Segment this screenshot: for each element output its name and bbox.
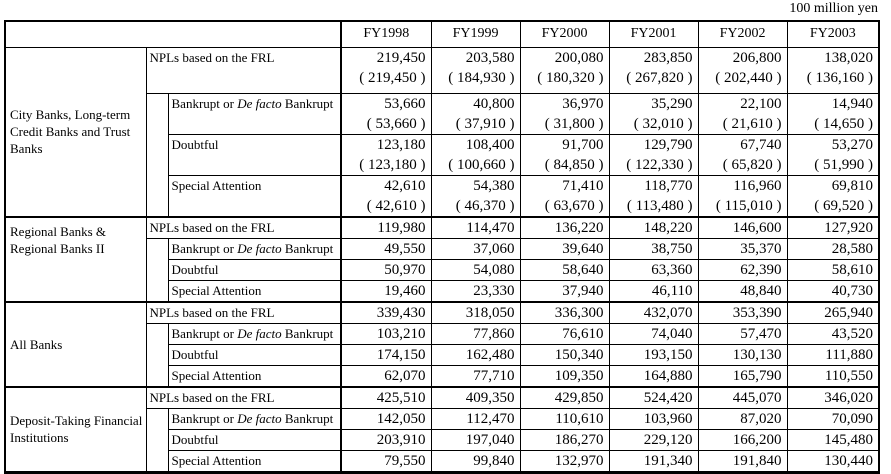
value: 39,640 [562,240,604,257]
value-cell [609,217,698,239]
value-in-parentheses: ( 37,910 ) [455,115,515,132]
value-cell [431,344,520,365]
value-cell [609,238,698,259]
value: 162,480 [465,346,515,363]
value-cell [341,217,431,239]
value-in-parentheses: ( 123,180 ) [359,156,426,173]
value: 40,730 [831,282,874,299]
value-cell [341,302,431,324]
value-in-parentheses: ( 53,660 ) [366,115,426,132]
table-row [5,387,879,409]
value: 35,370 [740,240,782,257]
indent-cell [146,238,168,302]
value: 193,150 [643,346,693,363]
value-cell [431,217,520,239]
value-cell [520,429,609,450]
value-cell [609,280,698,302]
value-cell [341,47,431,93]
table-row [5,47,879,93]
value-in-parentheses: ( 115,010 ) [715,197,782,214]
value-cell [431,238,520,259]
value-cell [609,323,698,344]
value-cell [341,344,431,365]
row-label-special-attention: Special Attention [168,280,341,302]
value-in-parentheses: ( 184,930 ) [448,69,515,86]
value: 118,770 [644,177,693,194]
value: 339,430 [376,304,426,321]
year-header: FY1999 [431,21,520,47]
value-cell [520,134,609,175]
value-cell [609,175,698,217]
value: 111,880 [825,346,874,363]
value-cell [341,280,431,302]
value: 77,710 [473,367,515,384]
value: 119,980 [377,219,426,236]
value-in-parentheses: ( 51,990 ) [814,156,874,173]
value-cell [341,429,431,450]
value: 165,790 [732,367,782,384]
value-cell [609,259,698,280]
value-cell [787,344,879,365]
value-cell [431,280,520,302]
header-corner-cell [5,21,341,47]
value-cell [698,344,787,365]
value-cell [520,302,609,324]
value-cell [787,302,879,324]
value: 146,600 [732,219,782,236]
value: 524,420 [643,389,693,406]
value: 203,910 [376,431,426,448]
year-header: FY2001 [609,21,698,47]
value: 58,640 [562,261,604,278]
value: 58,610 [831,261,874,278]
value-cell [341,238,431,259]
value-cell [431,408,520,429]
value: 114,470 [466,219,515,236]
value-cell [520,175,609,217]
row-label-bankrupt: Bankrupt or De facto Bankrupt [168,408,341,429]
value-in-parentheses: ( 136,160 ) [806,69,874,86]
row-label-npl: NPLs based on the FRL [146,387,341,409]
value: 174,150 [376,346,426,363]
npl-table [4,20,880,474]
value: 353,390 [732,304,782,321]
value-cell [520,365,609,387]
value-cell [431,302,520,324]
value: 132,970 [554,452,604,469]
value-cell [787,238,879,259]
value: 69,810 [831,177,874,194]
row-label-doubtful: Doubtful [168,429,341,450]
value-in-parentheses: ( 180,320 ) [537,69,604,86]
value-cell [520,238,609,259]
value: 63,360 [651,261,693,278]
value: 99,840 [473,452,515,469]
table-row [5,217,879,239]
value-cell [609,134,698,175]
value-cell [520,323,609,344]
value-cell [698,134,787,175]
value-cell [431,429,520,450]
value: 206,800 [732,49,782,66]
value: 79,550 [384,452,426,469]
value-in-parentheses: ( 46,370 ) [455,197,515,214]
value-cell [341,93,431,134]
indent-cell [146,323,168,387]
value: 265,940 [824,304,874,321]
value-cell [698,47,787,93]
value: 77,860 [473,325,515,342]
value: 425,510 [376,389,426,406]
value-cell [341,259,431,280]
value-cell [787,408,879,429]
value-cell [698,93,787,134]
value-cell [609,302,698,324]
value: 35,290 [651,95,693,112]
row-label-special-attention: Special Attention [168,450,341,472]
value-cell [698,429,787,450]
row-label-doubtful: Doubtful [168,344,341,365]
value-in-parentheses: ( 219,450 ) [359,69,426,86]
value-cell [431,387,520,409]
value-cell [609,365,698,387]
value: 14,940 [831,95,874,112]
value-in-parentheses: ( 32,010 ) [633,115,693,132]
value-cell [431,365,520,387]
value: 145,480 [824,431,874,448]
value-in-parentheses: ( 65,820 ) [722,156,782,173]
value-cell [341,387,431,409]
value-cell [520,47,609,93]
value-cell [520,217,609,239]
indent-cell [146,93,168,217]
value-cell [520,259,609,280]
year-header: FY2002 [698,21,787,47]
value-cell [609,429,698,450]
value: 123,180 [376,136,426,153]
row-label-special-attention: Special Attention [168,365,341,387]
value-cell [787,280,879,302]
value: 91,700 [562,136,604,153]
value: 148,220 [643,219,693,236]
value: 191,340 [643,452,693,469]
value-cell [609,387,698,409]
value-cell [698,238,787,259]
value-cell [341,408,431,429]
value: 318,050 [465,304,515,321]
value: 229,120 [643,431,693,448]
value: 40,800 [473,95,515,112]
value: 283,850 [643,49,693,66]
unit-label: 100 million yen [789,1,878,16]
value: 70,090 [831,410,874,427]
value: 42,610 [384,177,426,194]
value: 110,550 [824,367,874,384]
value: 127,920 [824,219,874,236]
value-cell [698,259,787,280]
year-header: FY1998 [341,21,431,47]
value-cell [787,175,879,217]
header-row [5,21,879,47]
value-cell [698,408,787,429]
value-cell [609,344,698,365]
value-cell [787,365,879,387]
value-in-parentheses: ( 31,800 ) [544,115,604,132]
value-cell [341,323,431,344]
year-header: FY2003 [787,21,879,47]
value: 129,790 [643,136,693,153]
value-cell [520,344,609,365]
value: 203,580 [465,49,515,66]
value-cell [787,93,879,134]
year-header: FY2000 [520,21,609,47]
indent-cell [146,408,168,472]
value: 67,740 [740,136,782,153]
value: 54,080 [473,261,515,278]
value: 166,200 [732,431,782,448]
value-cell [431,47,520,93]
value-cell [698,302,787,324]
value: 191,840 [732,452,782,469]
value-cell [698,365,787,387]
value: 62,390 [740,261,782,278]
group-label-regional-banks: Regional Banks & Regional Banks II [5,217,146,302]
value: 346,020 [824,389,874,406]
value-cell [609,93,698,134]
group-label-all-banks: All Banks [5,302,146,387]
value-cell [341,175,431,217]
value-cell [698,217,787,239]
value-cell [609,408,698,429]
value-cell [787,259,879,280]
value-cell [698,175,787,217]
value: 23,330 [473,282,515,299]
value-cell [431,134,520,175]
value-cell [520,387,609,409]
value: 103,960 [643,410,693,427]
row-label-bankrupt: Bankrupt or De facto Bankrupt [168,93,341,134]
value-cell [787,217,879,239]
value-cell [698,323,787,344]
value: 445,070 [732,389,782,406]
value: 164,880 [643,367,693,384]
value: 54,380 [473,177,515,194]
value: 432,070 [643,304,693,321]
value: 103,210 [376,325,426,342]
value-cell [787,323,879,344]
row-label-doubtful: Doubtful [168,259,341,280]
row-label-npl: NPLs based on the FRL [146,217,341,239]
value: 130,440 [824,452,874,469]
value-cell [787,429,879,450]
table-row [5,302,879,324]
value-in-parentheses: ( 42,610 ) [366,197,426,214]
value: 219,450 [376,49,426,66]
value: 62,070 [384,367,426,384]
value: 28,580 [831,240,874,257]
value: 130,130 [732,346,782,363]
value-in-parentheses: ( 122,330 ) [626,156,693,173]
value-cell [341,365,431,387]
value: 37,060 [473,240,515,257]
value-cell [341,134,431,175]
value: 87,020 [740,410,782,427]
value-in-parentheses: ( 69,520 ) [814,197,874,214]
value: 110,610 [555,410,604,427]
value: 71,410 [562,177,604,194]
value-in-parentheses: ( 21,610 ) [722,115,782,132]
value: 409,350 [465,389,515,406]
group-label-city-banks: City Banks, Long-term Credit Banks and Trust Banks [5,47,146,217]
value-in-parentheses: ( 14,650 ) [814,115,874,132]
row-label-npl: NPLs based on the FRL [146,302,341,324]
value: 76,610 [562,325,604,342]
value-in-parentheses: ( 267,820 ) [626,69,693,86]
value-cell [520,280,609,302]
value-cell [520,408,609,429]
value-cell [609,47,698,93]
value: 53,660 [384,95,426,112]
value-in-parentheses: ( 100,660 ) [448,156,515,173]
value-in-parentheses: ( 113,480 ) [626,197,693,214]
value: 150,340 [554,346,604,363]
value: 112,470 [466,410,515,427]
row-label-special-attention: Special Attention [168,175,341,217]
value-cell [787,47,879,93]
value: 49,550 [384,240,426,257]
value: 186,270 [554,431,604,448]
value: 38,750 [651,240,693,257]
value: 197,040 [465,431,515,448]
value-cell [520,93,609,134]
value: 19,460 [384,282,426,299]
value-cell [787,387,879,409]
row-label-bankrupt: Bankrupt or De facto Bankrupt [168,323,341,344]
value-cell [787,134,879,175]
value-in-parentheses: ( 63,670 ) [544,197,604,214]
value: 336,300 [554,304,604,321]
row-label-npl: NPLs based on the FRL [146,47,341,93]
value: 200,080 [554,49,604,66]
value-cell [431,323,520,344]
value-in-parentheses: ( 202,440 ) [715,69,782,86]
value: 48,840 [740,282,782,299]
value: 138,020 [824,49,874,66]
value: 46,110 [651,282,693,299]
value: 142,050 [376,410,426,427]
value: 109,350 [554,367,604,384]
value: 36,970 [562,95,604,112]
value: 136,220 [554,219,604,236]
value: 53,270 [831,136,874,153]
value-in-parentheses: ( 84,850 ) [544,156,604,173]
value: 50,970 [384,261,426,278]
row-label-bankrupt: Bankrupt or De facto Bankrupt [168,238,341,259]
value-cell [431,93,520,134]
value-cell [431,259,520,280]
value: 43,520 [831,325,874,342]
value: 429,850 [554,389,604,406]
value: 74,040 [651,325,693,342]
value-cell [698,280,787,302]
value: 108,400 [465,136,515,153]
value-cell [698,387,787,409]
value: 37,940 [562,282,604,299]
group-label-deposit-taking: Deposit-Taking Financial Institutions [5,387,146,473]
value: 22,100 [740,95,782,112]
value: 116,960 [733,177,782,194]
value-cell [431,175,520,217]
row-label-doubtful: Doubtful [168,134,341,175]
value: 57,470 [740,325,782,342]
